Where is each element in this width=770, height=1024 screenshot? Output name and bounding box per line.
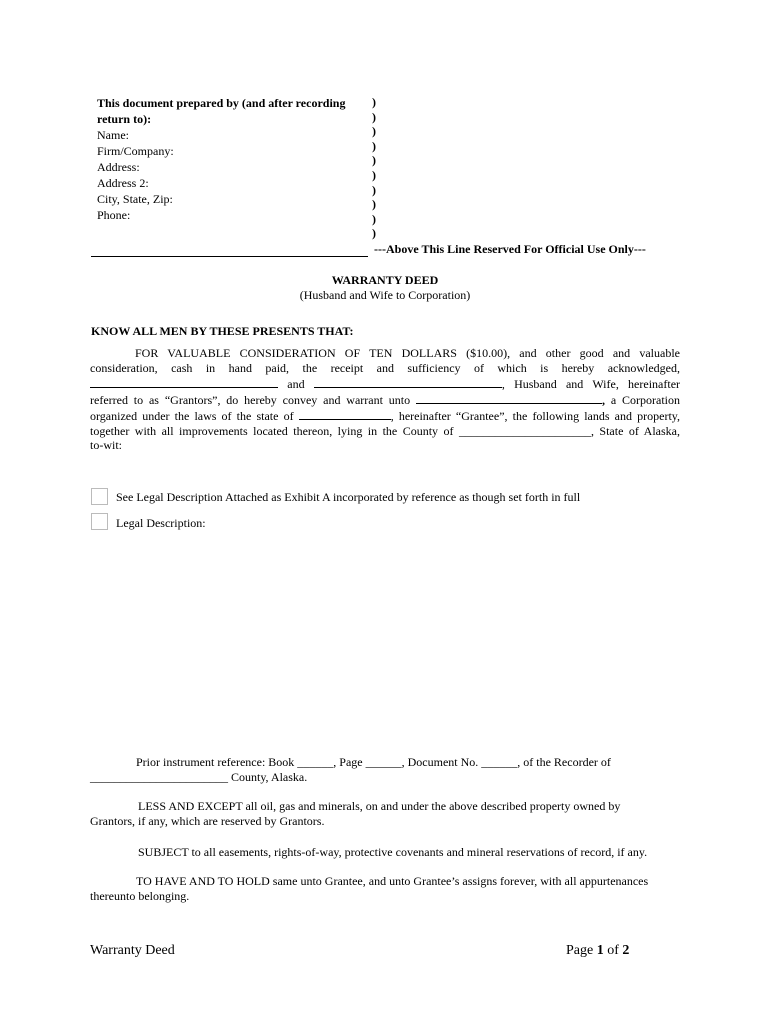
page-indicator: Page 1 of 2 xyxy=(566,943,630,958)
footer-title: Warranty Deed xyxy=(90,943,175,958)
paren: ) xyxy=(372,197,376,212)
paren-column xyxy=(372,95,376,241)
habendum-paragraph xyxy=(90,874,680,904)
consideration-line: referred to as “Grantors”, do hereby convey and warrant unto , a Corporation xyxy=(90,392,680,407)
name-label: Name: xyxy=(97,128,129,142)
document-subtitle: (Husband and Wife to Corporation) xyxy=(299,288,471,302)
address-label: Address: xyxy=(97,160,140,174)
legal-description-checkbox[interactable] xyxy=(91,513,108,530)
prior-line: Prior instrument reference: Book ______, Page ______, Document No. ______, of the Recorder of xyxy=(136,755,611,769)
consideration-line: to-wit: xyxy=(90,438,122,453)
paren: ) xyxy=(372,109,376,124)
page-number: 1 xyxy=(596,943,604,958)
grantor1-blank[interactable] xyxy=(90,376,278,388)
less-except-line: LESS AND EXCEPT all oil, gas and minerals, on and under the above described property owned by xyxy=(138,799,621,813)
consideration-line: FOR VALUABLE CONSIDERATION OF TEN DOLLARS ($10.00), and other good and valuable xyxy=(135,346,680,360)
paren: ) xyxy=(372,182,376,197)
consideration-paragraph xyxy=(90,346,680,453)
habendum-line: thereunto belonging. xyxy=(90,888,190,903)
paren: ) xyxy=(372,211,376,226)
city-label: City, State, Zip: xyxy=(97,192,173,206)
paren: ) xyxy=(372,124,376,139)
grantor2-blank[interactable] xyxy=(314,376,502,388)
firm-label: Firm/Company: xyxy=(97,144,174,158)
preparer-heading-cont: return to): xyxy=(97,112,152,126)
page-total: 2 xyxy=(622,943,630,958)
less-except-paragraph xyxy=(90,799,680,829)
prior-instrument-paragraph xyxy=(90,755,680,785)
exhibit-checkbox[interactable] xyxy=(91,488,108,505)
recording-divider xyxy=(91,256,368,257)
less-except-line: Grantors, if any, which are reserved by Grantors. xyxy=(90,813,325,828)
phone-label: Phone: xyxy=(97,208,131,222)
grantee-blank[interactable] xyxy=(416,392,602,404)
exhibit-label: See Legal Description Attached as Exhibit A incorporated by reference as though set forth in full xyxy=(116,490,581,504)
reserved-note: ---Above This Line Reserved For Official Use Only--- xyxy=(374,242,646,256)
paren: ) xyxy=(372,153,376,168)
paren: ) xyxy=(372,226,376,241)
paren: ) xyxy=(372,138,376,153)
legal-description-label: Legal Description: xyxy=(116,516,206,530)
preparer-heading: This document prepared by (and after recording xyxy=(97,96,346,110)
prior-line: _______________________ County, Alaska. xyxy=(90,769,308,784)
state-blank[interactable] xyxy=(299,408,391,420)
habendum-line: TO HAVE AND TO HOLD same unto Grantee, and unto Grantee’s assigns forever, with all appurtenances xyxy=(136,874,649,888)
paren: ) xyxy=(372,167,376,182)
consideration-line: consideration, cash in hand paid, the receipt and sufficiency of which is hereby acknowledged, xyxy=(90,360,680,375)
subject-paragraph xyxy=(90,845,680,860)
consideration-line: organized under the laws of the state of , hereinafter “Grantee”, the following lands and property, xyxy=(90,408,680,423)
subject-line: SUBJECT to all easements, rights-of-way, protective covenants and mineral reservations of record, if any. xyxy=(138,845,648,859)
know-all-heading: KNOW ALL MEN BY THESE PRESENTS THAT: xyxy=(91,324,354,338)
preparer-block xyxy=(97,95,367,223)
consideration-line: together with all improvements located thereon, lying in the County of ______________________, State of Alaska, xyxy=(90,423,680,438)
address2-label: Address 2: xyxy=(97,176,149,190)
consideration-line: and , Husband and Wife, hereinafter xyxy=(90,376,680,392)
document-title: WARRANTY DEED xyxy=(331,273,439,287)
paren: ) xyxy=(372,95,376,109)
